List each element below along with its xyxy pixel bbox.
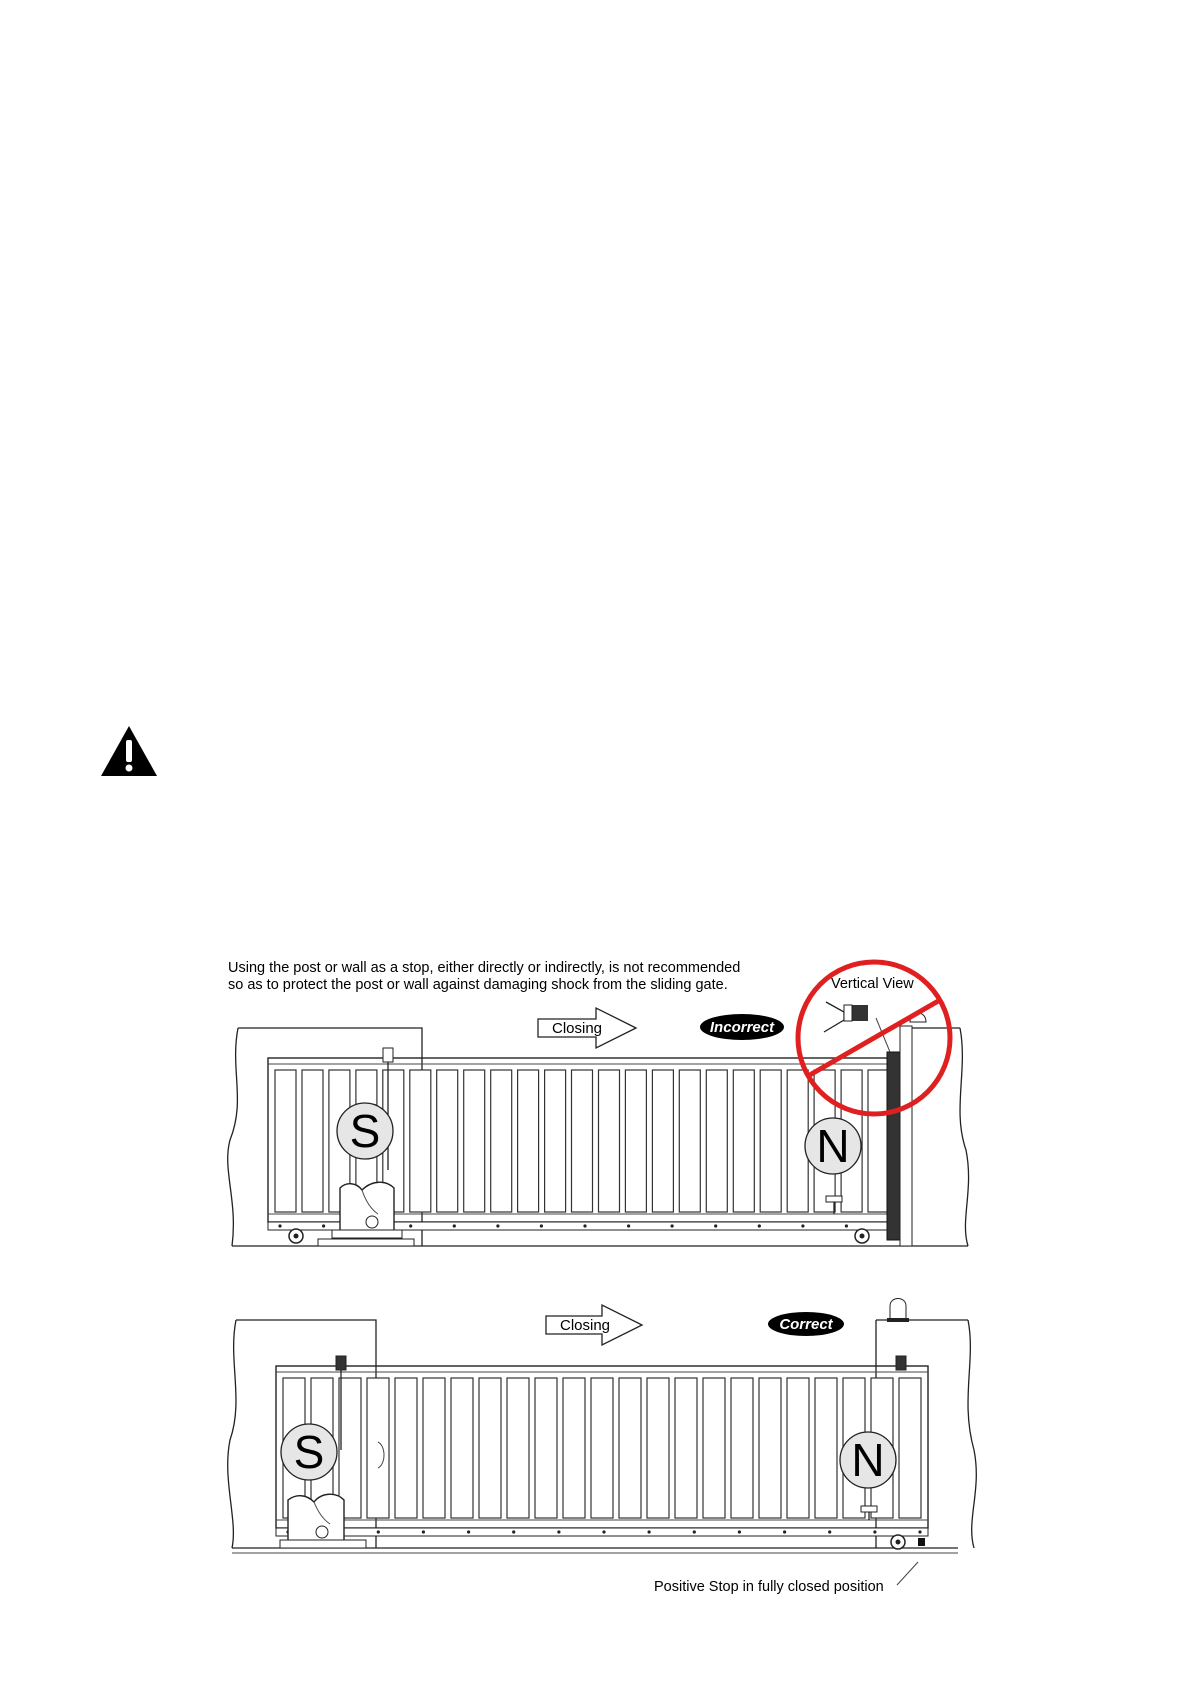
gate-bar [679, 1070, 700, 1212]
intro-line-2: so as to protect the post or wall against damaging shock from the sliding gate. [228, 977, 728, 993]
gate-bar [451, 1378, 473, 1518]
gate-bars [283, 1378, 921, 1518]
gate-bar [675, 1378, 697, 1518]
rack-tooth [828, 1530, 831, 1533]
motor-letter: S [293, 1426, 325, 1478]
rack-tooth [467, 1530, 470, 1533]
rack-tooth [648, 1530, 651, 1533]
gate-bar [706, 1070, 727, 1212]
rack-tooth [918, 1530, 921, 1533]
gate-motor [332, 1182, 402, 1238]
rack-tooth [422, 1530, 425, 1533]
gate-bar [899, 1378, 921, 1518]
magnet-letter: N [851, 1434, 885, 1486]
closing-label: Closing [560, 1317, 611, 1334]
rack-tooth [540, 1224, 543, 1227]
rack-tooth [801, 1224, 804, 1227]
rack-tooth [783, 1530, 786, 1533]
gate-bar [815, 1378, 837, 1518]
gate-bar [591, 1378, 613, 1518]
correct-badge-label: Correct [779, 1316, 833, 1333]
gate-bar [759, 1378, 781, 1518]
magnet-letter: N [816, 1120, 850, 1172]
gate-bar [464, 1070, 485, 1212]
gate-bar [760, 1070, 781, 1212]
gate-bar [518, 1070, 539, 1212]
rack-tooth [583, 1224, 586, 1227]
gate-bar [545, 1070, 566, 1212]
positive-stop [918, 1538, 925, 1546]
gate-bar [535, 1378, 557, 1518]
motor-letter: S [349, 1105, 381, 1157]
rack-tooth [758, 1224, 761, 1227]
gate-bar [339, 1378, 361, 1518]
gate-bar [625, 1070, 646, 1212]
gate-bar [423, 1378, 445, 1518]
rack-tooth [873, 1530, 876, 1533]
rack-tooth [322, 1224, 325, 1227]
gate-bar [491, 1070, 512, 1212]
gate-bar [479, 1378, 501, 1518]
rack-tooth [377, 1530, 380, 1533]
intro-line-1: Using the post or wall as a stop, either directly or indirectly, is not recommended [228, 960, 741, 976]
positive-stop-caption: Positive Stop in fully closed position [654, 1579, 884, 1595]
incorrect-badge-label: Incorrect [709, 1019, 775, 1036]
rack-tooth [671, 1224, 674, 1227]
gate-bar [395, 1378, 417, 1518]
rack-tooth [409, 1224, 412, 1227]
correct-panel [228, 1299, 977, 1596]
gate-bar [563, 1378, 585, 1518]
gate-bar [647, 1378, 669, 1518]
rack-tooth [693, 1530, 696, 1533]
gate-bar [731, 1378, 753, 1518]
rack-tooth [278, 1224, 281, 1227]
gate-bar [599, 1070, 620, 1212]
gate-bar [302, 1070, 323, 1212]
gate-bar [733, 1070, 754, 1212]
post-stop [887, 1052, 900, 1240]
rack-tooth [512, 1530, 515, 1533]
gate-bar [275, 1070, 296, 1212]
gate-bar [437, 1070, 458, 1212]
rack-tooth [738, 1530, 741, 1533]
rack-tooth [453, 1224, 456, 1227]
gate-bar [367, 1378, 389, 1518]
gate-bar [507, 1378, 529, 1518]
gate-bar [410, 1070, 431, 1212]
rack-tooth [627, 1224, 630, 1227]
incorrect-panel [228, 962, 969, 1246]
vertical-view-label: Vertical View [831, 976, 914, 992]
gate-bar [652, 1070, 673, 1212]
gate-bar [703, 1378, 725, 1518]
gate-bar [787, 1378, 809, 1518]
gate-bar [572, 1070, 593, 1212]
rack-tooth [496, 1224, 499, 1227]
gate-bar [619, 1378, 641, 1518]
gate-bar [868, 1070, 889, 1212]
rack-tooth [602, 1530, 605, 1533]
rack-tooth [714, 1224, 717, 1227]
closing-label: Closing [552, 1020, 603, 1037]
rack-tooth [845, 1224, 848, 1227]
rack-tooth [557, 1530, 560, 1533]
